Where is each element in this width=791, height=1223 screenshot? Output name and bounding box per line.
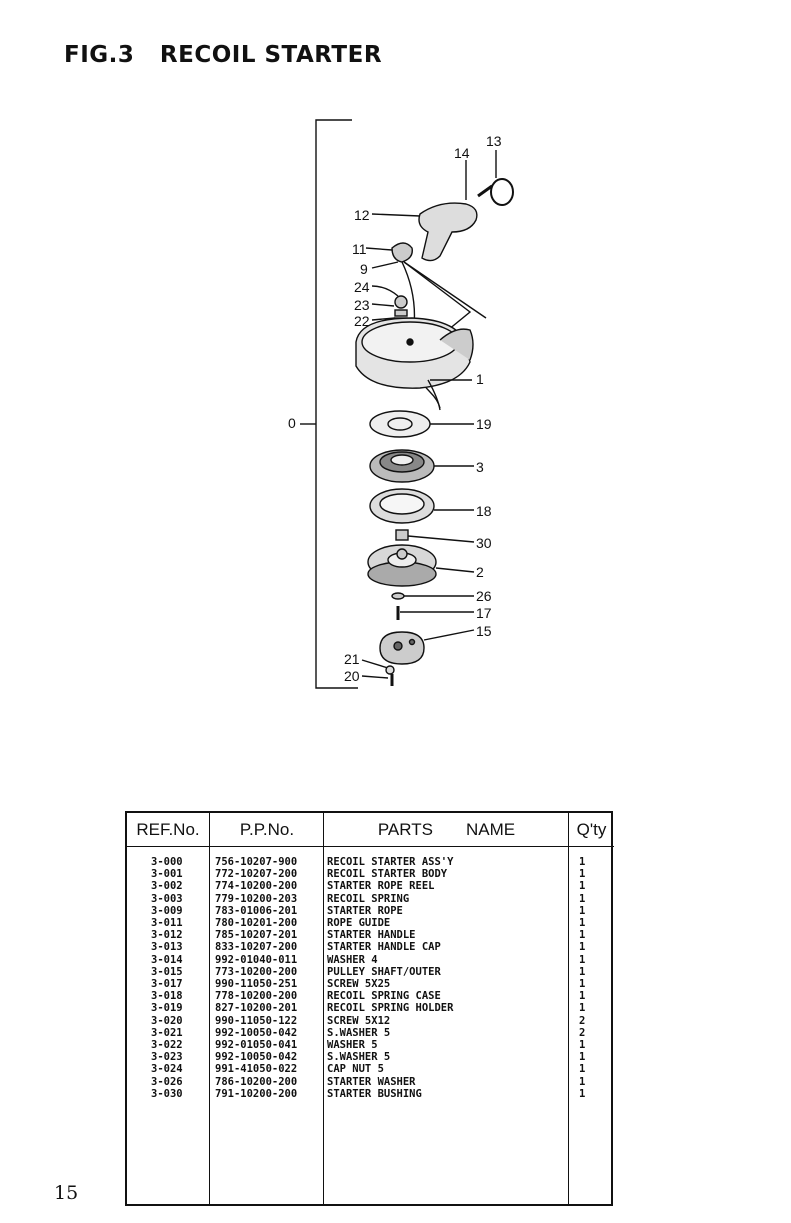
callout-0: 0 xyxy=(288,415,296,431)
table-cell-ref: 3-013 xyxy=(151,941,183,954)
callout-3: 3 xyxy=(476,459,484,475)
callout-13: 13 xyxy=(486,133,502,149)
table-cell-ref: 3-020 xyxy=(151,1014,183,1027)
qty-column xyxy=(568,813,614,1204)
table-cell-pp: 992-10050-042 xyxy=(215,1051,298,1064)
table-cell-ref: 3-017 xyxy=(151,978,183,991)
callout-17: 17 xyxy=(476,605,492,621)
table-cell-ref: 3-014 xyxy=(151,953,183,966)
table-cell-pp: 773-10200-200 xyxy=(215,965,298,978)
table-cell-qty: 1 xyxy=(579,880,586,893)
table-cell-qty: 1 xyxy=(579,904,586,917)
table-cell-name: RECOIL SPRING HOLDER xyxy=(327,1002,454,1015)
table-cell-pp: 780-10201-200 xyxy=(215,917,298,930)
table-cell-ref: 3-001 xyxy=(151,868,183,881)
table-cell-qty: 1 xyxy=(579,1063,586,1076)
table-cell-name: STARTER WASHER xyxy=(327,1075,416,1088)
table-cell-ref: 3-000 xyxy=(151,856,183,868)
table-cell-pp: 791-10200-200 xyxy=(215,1087,298,1100)
table-cell-pp: 992-01050-041 xyxy=(215,1039,298,1052)
qty-cells xyxy=(569,847,614,1100)
table-cell-name: RECOIL STARTER ASS'Y xyxy=(327,856,454,868)
table-cell-name: STARTER HANDLE CAP xyxy=(327,941,441,954)
ref-no-cells xyxy=(127,847,209,1100)
parts-name-header: PARTS NAME xyxy=(324,813,569,847)
table-cell-name: RECOIL STARTER BODY xyxy=(327,868,448,881)
table-cell-qty: 1 xyxy=(579,892,586,905)
table-cell-qty: 1 xyxy=(579,953,586,966)
table-cell-pp: 992-01040-011 xyxy=(215,953,298,966)
table-cell-ref: 3-024 xyxy=(151,1063,183,1076)
table-cell-pp: 778-10200-200 xyxy=(215,990,298,1003)
table-cell-ref: 3-002 xyxy=(151,880,183,893)
table-cell-pp: 785-10207-201 xyxy=(215,929,298,942)
table-cell-name: CAP NUT 5 xyxy=(327,1063,384,1076)
ref-no-column xyxy=(127,813,209,1204)
table-cell-name: STARTER ROPE xyxy=(327,904,403,917)
table-cell-ref: 3-009 xyxy=(151,904,183,917)
table-cell-pp: 786-10200-200 xyxy=(215,1075,298,1088)
table-cell-pp: 990-11050-122 xyxy=(215,1014,298,1027)
table-cell-qty: 2 xyxy=(579,1014,586,1027)
table-cell-qty: 1 xyxy=(579,917,586,930)
callout-14: 14 xyxy=(454,145,470,161)
table-cell-ref: 3-011 xyxy=(151,917,183,930)
pp-no-header: P.P.No. xyxy=(210,813,324,847)
figure-title: FIG.3 RECOIL STARTER xyxy=(64,42,383,68)
callout-26: 26 xyxy=(476,588,492,604)
table-cell-pp: 991-41050-022 xyxy=(215,1063,298,1076)
table-cell-ref: 3-022 xyxy=(151,1039,183,1052)
table-cell-ref: 3-018 xyxy=(151,990,183,1003)
callout-11: 11 xyxy=(352,241,367,257)
table-cell-name: S.WASHER 5 xyxy=(327,1051,391,1064)
table-cell-qty: 1 xyxy=(579,1075,586,1088)
table-cell-name: RECOIL SPRING xyxy=(327,892,410,905)
table-cell-ref: 3-019 xyxy=(151,1002,183,1015)
callout-9: 9 xyxy=(360,261,368,277)
table-cell-name: WASHER 5 xyxy=(327,1039,378,1052)
table-cell-name: STARTER ROPE REEL xyxy=(327,880,435,893)
table-cell-qty: 1 xyxy=(579,965,586,978)
table-cell-name: SCREW 5X12 xyxy=(327,1014,391,1027)
callout-12: 12 xyxy=(354,207,370,223)
table-cell-qty: 1 xyxy=(579,929,586,942)
pp-no-column xyxy=(209,813,324,1204)
callout-1: 1 xyxy=(476,371,484,387)
callout-24: 24 xyxy=(354,279,370,295)
table-cell-name: STARTER HANDLE xyxy=(327,929,416,942)
callout-30: 30 xyxy=(476,535,492,551)
table-cell-qty: 1 xyxy=(579,941,586,954)
table-cell-pp: 990-11050-251 xyxy=(215,978,298,991)
table-cell-pp: 779-10200-203 xyxy=(215,892,298,905)
table-cell-qty: 1 xyxy=(579,1051,586,1064)
table-cell-ref: 3-012 xyxy=(151,929,183,942)
page-number: 15 xyxy=(54,1182,79,1204)
table-cell-name: WASHER 4 xyxy=(327,953,378,966)
table-cell-ref: 3-023 xyxy=(151,1051,183,1064)
callout-23: 23 xyxy=(354,297,370,313)
table-cell-name: STARTER BUSHING xyxy=(327,1087,422,1100)
callout-21: 21 xyxy=(344,651,360,667)
table-cell-pp: 756-10207-900 xyxy=(215,856,298,868)
table-cell-ref: 3-003 xyxy=(151,892,183,905)
ref-no-header: REF.No. xyxy=(127,813,209,847)
table-cell-pp: 772-10207-200 xyxy=(215,868,298,881)
table-cell-pp: 833-10207-200 xyxy=(215,941,298,954)
table-cell-name: S.WASHER 5 xyxy=(327,1026,391,1039)
table-cell-qty: 1 xyxy=(579,1039,586,1052)
callout-22: 22 xyxy=(354,313,370,329)
table-cell-qty: 1 xyxy=(579,990,586,1003)
table-cell-qty: 1 xyxy=(579,1002,586,1015)
callout-19: 19 xyxy=(476,416,492,432)
table-cell-pp: 783-01006-201 xyxy=(215,904,298,917)
table-cell-pp: 992-10050-042 xyxy=(215,1026,298,1039)
parts-name-cells xyxy=(324,847,569,1100)
qty-header: Q'ty xyxy=(569,813,614,847)
parts-name-column xyxy=(323,813,569,1204)
table-cell-qty: 2 xyxy=(579,1026,586,1039)
table-cell-ref: 3-015 xyxy=(151,965,183,978)
table-cell-qty: 1 xyxy=(579,1087,586,1100)
table-cell-ref: 3-026 xyxy=(151,1075,183,1088)
callout-18: 18 xyxy=(476,503,492,519)
table-cell-qty: 1 xyxy=(579,856,586,868)
parts-table xyxy=(125,811,613,1206)
pp-no-cells xyxy=(210,847,324,1100)
table-cell-name: ROPE GUIDE xyxy=(327,917,391,930)
table-cell-qty: 1 xyxy=(579,868,586,881)
table-cell-name: SCREW 5X25 xyxy=(327,978,391,991)
table-cell-pp: 774-10200-200 xyxy=(215,880,298,893)
table-cell-ref: 3-021 xyxy=(151,1026,183,1039)
callout-2: 2 xyxy=(476,564,484,580)
callout-15: 15 xyxy=(476,623,492,639)
table-cell-pp: 827-10200-201 xyxy=(215,1002,298,1015)
callout-20: 20 xyxy=(344,668,360,684)
table-cell-name: PULLEY SHAFT/OUTER xyxy=(327,965,441,978)
table-cell-name: RECOIL SPRING CASE xyxy=(327,990,441,1003)
table-cell-qty: 1 xyxy=(579,978,586,991)
table-cell-ref: 3-030 xyxy=(151,1087,183,1100)
